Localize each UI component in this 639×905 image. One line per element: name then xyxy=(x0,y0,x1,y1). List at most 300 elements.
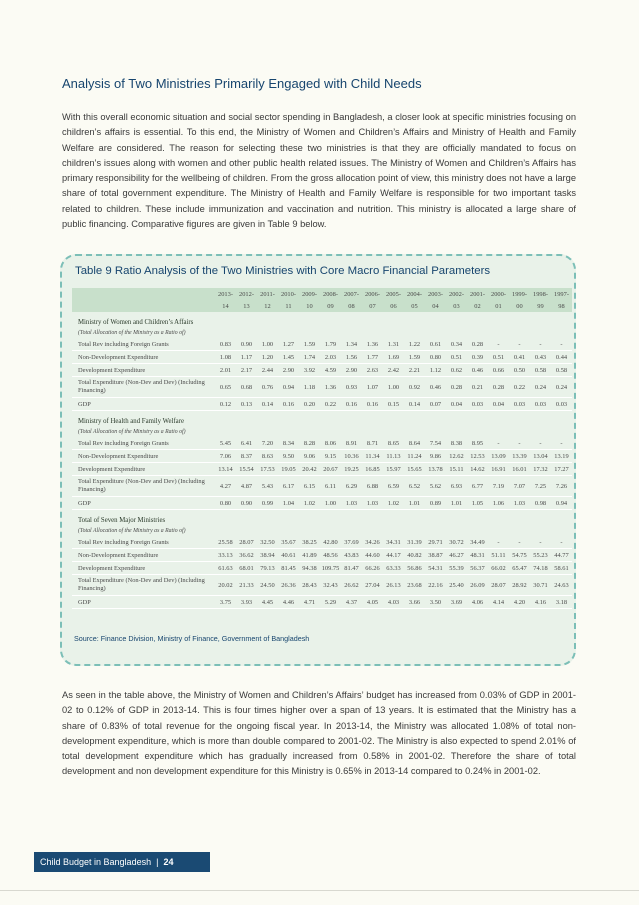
row-label: Development Expenditure xyxy=(72,364,215,377)
value-cell: 0.28 xyxy=(446,377,467,398)
value-cell: 0.58 xyxy=(551,364,572,377)
value-cell: 8.63 xyxy=(257,450,278,463)
year-header-cell: 2006- xyxy=(362,288,383,300)
value-cell: 6.59 xyxy=(383,476,404,497)
value-cell: 54.75 xyxy=(509,549,530,562)
section-title-row xyxy=(72,312,572,328)
value-cell: 0.92 xyxy=(404,377,425,398)
year-header-cell: 2002- xyxy=(446,288,467,300)
value-cell: 9.06 xyxy=(299,450,320,463)
table-row xyxy=(72,497,572,510)
page-number: 24 xyxy=(163,857,174,867)
value-cell: 15.11 xyxy=(446,463,467,476)
value-cell: 1.27 xyxy=(278,338,299,351)
value-cell: 1.04 xyxy=(278,497,299,510)
value-cell: 63.33 xyxy=(383,562,404,575)
value-cell: 10.36 xyxy=(341,450,362,463)
value-cell: 3.50 xyxy=(425,596,446,609)
table-row xyxy=(72,549,572,562)
value-cell: 2.90 xyxy=(278,364,299,377)
value-cell: 6.29 xyxy=(341,476,362,497)
value-cell: 33.13 xyxy=(215,549,236,562)
value-cell: 34.26 xyxy=(362,536,383,549)
table-row xyxy=(72,562,572,575)
value-cell: 26.36 xyxy=(278,575,299,596)
value-cell: 3.18 xyxy=(551,596,572,609)
value-cell: 22.16 xyxy=(425,575,446,596)
value-cell: 0.43 xyxy=(530,351,551,364)
value-cell: 0.41 xyxy=(509,351,530,364)
year-header-cell: 04 xyxy=(425,300,446,312)
value-cell: 51.11 xyxy=(488,549,509,562)
value-cell: 44.77 xyxy=(551,549,572,562)
value-cell: 3.75 xyxy=(215,596,236,609)
value-cell: 4.06 xyxy=(467,596,488,609)
value-cell: 0.04 xyxy=(488,398,509,411)
value-cell: 31.39 xyxy=(404,536,425,549)
year-header-cell: 2013- xyxy=(215,288,236,300)
value-cell: 6.17 xyxy=(278,476,299,497)
section-subtitle: (Total Allocation of the Ministry as a Ratio of) xyxy=(78,429,186,435)
value-cell: 4.37 xyxy=(341,596,362,609)
value-cell: 44.60 xyxy=(362,549,383,562)
value-cell: 0.24 xyxy=(551,377,572,398)
value-cell: 1.22 xyxy=(404,338,425,351)
value-cell: 2.63 xyxy=(362,364,383,377)
value-cell: 32.50 xyxy=(257,536,278,549)
year-header-cell: 07 xyxy=(362,300,383,312)
value-cell: 79.13 xyxy=(257,562,278,575)
value-cell: 4.16 xyxy=(530,596,551,609)
value-cell: 8.91 xyxy=(341,437,362,450)
year-header-cell: 2005- xyxy=(383,288,404,300)
value-cell: 12.62 xyxy=(446,450,467,463)
year-header-cell: 06 xyxy=(383,300,404,312)
value-cell: 68.01 xyxy=(236,562,257,575)
row-label: GDP xyxy=(72,497,215,510)
value-cell: 26.09 xyxy=(467,575,488,596)
value-cell: 2.42 xyxy=(383,364,404,377)
value-cell: 27.04 xyxy=(362,575,383,596)
footer-title: Child Budget in Bangladesh xyxy=(40,857,152,867)
value-cell: - xyxy=(530,338,551,351)
value-cell: - xyxy=(530,536,551,549)
conclusion-paragraph: As seen in the table above, the Ministry of Women and Children’s Affairs’ budget has increased from 0.03% of GDP in 2001-02 to 0.12% of GDP in 2013-14. This is four times higher over a span of 13 years. It is estimated that the Ministry has a share of 0.83% of total revenue for the ongoing fiscal year. In 2013-14, the Ministry was allocated 1.08% of total non-development expenditure, which is more than double compared to 2001-02. The Ministry is also expected to spend 2.01% of total development expenditure which has gradually increased from 0.58% in 2001-02. Therefore the share of total development and non development expenditure for this Ministry is 0.65% in 2013-14 compared to 0.24% in 2001-02. xyxy=(62,690,576,777)
year-header-cell: 14 xyxy=(215,300,236,312)
value-cell: 13.04 xyxy=(530,450,551,463)
value-cell: 6.93 xyxy=(446,476,467,497)
section-subtitle: (Total Allocation of the Ministry as a Ratio of) xyxy=(78,528,186,534)
value-cell: - xyxy=(488,338,509,351)
table-row xyxy=(72,338,572,351)
value-cell: 38.25 xyxy=(299,536,320,549)
value-cell: 25.58 xyxy=(215,536,236,549)
year-header-cell: 2012- xyxy=(236,288,257,300)
value-cell: 3.69 xyxy=(446,596,467,609)
value-cell: - xyxy=(551,338,572,351)
value-cell: 1.03 xyxy=(509,497,530,510)
value-cell: 0.94 xyxy=(551,497,572,510)
value-cell: 34.49 xyxy=(467,536,488,549)
value-cell: 0.80 xyxy=(425,351,446,364)
value-cell: - xyxy=(488,536,509,549)
table-row xyxy=(72,351,572,364)
value-cell: 0.39 xyxy=(467,351,488,364)
year-header-cell: 99 xyxy=(530,300,551,312)
value-cell: 1.18 xyxy=(299,377,320,398)
value-cell: 8.28 xyxy=(299,437,320,450)
table-row xyxy=(72,476,572,497)
value-cell: 25.40 xyxy=(446,575,467,596)
value-cell: 74.18 xyxy=(530,562,551,575)
bottom-rule xyxy=(0,890,639,891)
value-cell: 0.61 xyxy=(425,338,446,351)
year-header-cell: 05 xyxy=(404,300,425,312)
value-cell: 28.92 xyxy=(509,575,530,596)
value-cell: 61.63 xyxy=(215,562,236,575)
value-cell: 8.37 xyxy=(236,450,257,463)
value-cell: 8.38 xyxy=(446,437,467,450)
value-cell: 8.71 xyxy=(362,437,383,450)
value-cell: 11.34 xyxy=(362,450,383,463)
value-cell: 4.45 xyxy=(257,596,278,609)
value-cell: 66.26 xyxy=(362,562,383,575)
value-cell: 19.05 xyxy=(278,463,299,476)
table-row xyxy=(72,377,572,398)
value-cell: 30.72 xyxy=(446,536,467,549)
value-cell: 1.36 xyxy=(320,377,341,398)
value-cell: 0.46 xyxy=(467,364,488,377)
value-cell: 3.92 xyxy=(299,364,320,377)
year-header-cell: 2008- xyxy=(320,288,341,300)
value-cell: 13.39 xyxy=(509,450,530,463)
value-cell: 38.94 xyxy=(257,549,278,562)
row-label: Total Rev including Foreign Grants xyxy=(72,338,215,351)
row-label: Total Rev including Foreign Grants xyxy=(72,437,215,450)
value-cell: 8.34 xyxy=(278,437,299,450)
year-header-cell: 03 xyxy=(446,300,467,312)
value-cell: 7.07 xyxy=(509,476,530,497)
value-cell: 0.12 xyxy=(215,398,236,411)
value-cell: 5.62 xyxy=(425,476,446,497)
value-cell: 81.45 xyxy=(278,562,299,575)
table-row xyxy=(72,398,572,411)
value-cell: 0.20 xyxy=(299,398,320,411)
value-cell: 2.90 xyxy=(341,364,362,377)
value-cell: 1.12 xyxy=(425,364,446,377)
value-cell: 46.27 xyxy=(446,549,467,562)
value-cell: 54.31 xyxy=(425,562,446,575)
value-cell: 26.13 xyxy=(383,575,404,596)
value-cell: 13.14 xyxy=(215,463,236,476)
year-header-cell: 2003- xyxy=(425,288,446,300)
value-cell: 0.51 xyxy=(488,351,509,364)
value-cell: 11.24 xyxy=(404,450,425,463)
value-cell: 0.50 xyxy=(509,364,530,377)
value-cell: 23.68 xyxy=(404,575,425,596)
year-header-cell: 12 xyxy=(257,300,278,312)
value-cell: 24.50 xyxy=(257,575,278,596)
value-cell: 0.28 xyxy=(467,338,488,351)
value-cell: 14.62 xyxy=(467,463,488,476)
value-cell: 21.33 xyxy=(236,575,257,596)
value-cell: 0.98 xyxy=(530,497,551,510)
value-cell: 0.62 xyxy=(446,364,467,377)
value-cell: 56.86 xyxy=(404,562,425,575)
row-label: Total Expenditure (Non-Dev and Dev) (Including Financing) xyxy=(72,575,215,596)
year-header-cell: 2004- xyxy=(404,288,425,300)
table-row xyxy=(72,575,572,596)
row-label: GDP xyxy=(72,596,215,609)
value-cell: 4.14 xyxy=(488,596,509,609)
row-label: Non-Development Expenditure xyxy=(72,351,215,364)
value-cell: 94.38 xyxy=(299,562,320,575)
row-label: Development Expenditure xyxy=(72,463,215,476)
value-cell: 17.27 xyxy=(551,463,572,476)
value-cell: 0.03 xyxy=(530,398,551,411)
value-cell: 1.02 xyxy=(299,497,320,510)
value-cell: 15.65 xyxy=(404,463,425,476)
value-cell: 16.85 xyxy=(362,463,383,476)
value-cell: 3.93 xyxy=(236,596,257,609)
row-label: Total Expenditure (Non-Dev and Dev) (Including Financing) xyxy=(72,377,215,398)
value-cell: 0.03 xyxy=(509,398,530,411)
year-header-cell: 2009- xyxy=(299,288,320,300)
value-cell: 1.02 xyxy=(383,497,404,510)
value-cell: 0.14 xyxy=(404,398,425,411)
value-cell: 0.16 xyxy=(341,398,362,411)
value-cell: 58.61 xyxy=(551,562,572,575)
value-cell: 4.87 xyxy=(236,476,257,497)
value-cell: 1.45 xyxy=(278,351,299,364)
year-header-cell: 1998- xyxy=(530,288,551,300)
value-cell: 32.43 xyxy=(320,575,341,596)
year-header-cell: 09 xyxy=(320,300,341,312)
value-cell: 0.34 xyxy=(446,338,467,351)
value-cell: 0.83 xyxy=(215,338,236,351)
value-cell: 1.59 xyxy=(404,351,425,364)
row-label: Development Expenditure xyxy=(72,562,215,575)
value-cell: 6.41 xyxy=(236,437,257,450)
value-cell: 0.13 xyxy=(236,398,257,411)
value-cell: 2.17 xyxy=(236,364,257,377)
value-cell: 1.56 xyxy=(341,351,362,364)
year-header-row xyxy=(72,300,572,312)
value-cell: 1.00 xyxy=(257,338,278,351)
value-cell: 28.07 xyxy=(236,536,257,549)
value-cell: 4.46 xyxy=(278,596,299,609)
value-cell: 0.94 xyxy=(278,377,299,398)
value-cell: 11.13 xyxy=(383,450,404,463)
section-title-row xyxy=(72,411,572,428)
value-cell: - xyxy=(488,437,509,450)
value-cell: 3.66 xyxy=(404,596,425,609)
value-cell: 1.17 xyxy=(236,351,257,364)
value-cell: 4.03 xyxy=(383,596,404,609)
year-header-cell: 1997- xyxy=(551,288,572,300)
value-cell: 20.42 xyxy=(299,463,320,476)
year-header-cell: 2007- xyxy=(341,288,362,300)
row-label: Non-Development Expenditure xyxy=(72,450,215,463)
value-cell: 13.09 xyxy=(488,450,509,463)
value-cell: 0.22 xyxy=(509,377,530,398)
value-cell: 1.74 xyxy=(299,351,320,364)
value-cell: 48.31 xyxy=(467,549,488,562)
section-title: Ministry of Health and Family Welfare xyxy=(78,417,184,425)
value-cell: - xyxy=(530,437,551,450)
value-cell: 0.46 xyxy=(425,377,446,398)
value-cell: 1.06 xyxy=(488,497,509,510)
value-cell: 1.05 xyxy=(467,497,488,510)
value-cell: - xyxy=(551,437,572,450)
value-cell: 56.37 xyxy=(467,562,488,575)
value-cell: 37.69 xyxy=(341,536,362,549)
value-cell: 2.21 xyxy=(404,364,425,377)
value-cell: 1.34 xyxy=(341,338,362,351)
value-cell: 1.03 xyxy=(362,497,383,510)
value-cell: - xyxy=(509,338,530,351)
value-cell: 8.95 xyxy=(467,437,488,450)
value-cell: 36.62 xyxy=(236,549,257,562)
value-cell: 9.15 xyxy=(320,450,341,463)
value-cell: 109.75 xyxy=(320,562,341,575)
value-cell: 66.02 xyxy=(488,562,509,575)
table-row xyxy=(72,536,572,549)
value-cell: 1.59 xyxy=(299,338,320,351)
table-source-note: Source: Finance Division, Ministry of Finance, Government of Bangladesh xyxy=(74,634,310,643)
year-header-cell: 2000- xyxy=(488,288,509,300)
value-cell: 0.90 xyxy=(236,338,257,351)
table-row xyxy=(72,463,572,476)
year-header-cell: 10 xyxy=(299,300,320,312)
value-cell: 44.17 xyxy=(383,549,404,562)
value-cell: 28.07 xyxy=(488,575,509,596)
value-cell: 65.47 xyxy=(509,562,530,575)
table-row xyxy=(72,596,572,609)
value-cell: 1.20 xyxy=(257,351,278,364)
value-cell: 35.67 xyxy=(278,536,299,549)
value-cell: 0.44 xyxy=(551,351,572,364)
value-cell: 24.63 xyxy=(551,575,572,596)
year-header-cell: 1999- xyxy=(509,288,530,300)
value-cell: 8.64 xyxy=(404,437,425,450)
year-header-cell: 11 xyxy=(278,300,299,312)
value-cell: 0.65 xyxy=(215,377,236,398)
value-cell: 0.15 xyxy=(383,398,404,411)
value-cell: 7.25 xyxy=(530,476,551,497)
value-cell: 2.03 xyxy=(320,351,341,364)
section-subtitle-row xyxy=(72,427,572,437)
value-cell: 43.83 xyxy=(341,549,362,562)
value-cell: 13.78 xyxy=(425,463,446,476)
value-cell: 2.44 xyxy=(257,364,278,377)
value-cell: 8.65 xyxy=(383,437,404,450)
value-cell: 19.25 xyxy=(341,463,362,476)
ratio-analysis-table xyxy=(72,288,572,609)
header-blank-cell xyxy=(72,288,215,300)
value-cell: 1.01 xyxy=(446,497,467,510)
value-cell: 34.31 xyxy=(383,536,404,549)
year-header-cell: 13 xyxy=(236,300,257,312)
value-cell: 8.06 xyxy=(320,437,341,450)
table-title: Table 9 Ratio Analysis of the Two Ministries with Core Macro Financial Parameters xyxy=(75,265,491,277)
value-cell: 2.01 xyxy=(215,364,236,377)
value-cell: 1.03 xyxy=(341,497,362,510)
year-header-cell: 2011- xyxy=(257,288,278,300)
value-cell: 12.53 xyxy=(467,450,488,463)
value-cell: 9.86 xyxy=(425,450,446,463)
value-cell: 6.88 xyxy=(362,476,383,497)
value-cell: 0.21 xyxy=(467,377,488,398)
value-cell: 0.51 xyxy=(446,351,467,364)
year-header-cell: 98 xyxy=(551,300,572,312)
value-cell: 7.06 xyxy=(215,450,236,463)
value-cell: 55.39 xyxy=(446,562,467,575)
value-cell: 1.01 xyxy=(404,497,425,510)
section-title: Total of Seven Major Ministries xyxy=(78,516,166,524)
value-cell: 0.93 xyxy=(341,377,362,398)
table-panel xyxy=(60,254,576,666)
value-cell: 1.69 xyxy=(383,351,404,364)
page-footer xyxy=(34,852,210,872)
value-cell: 0.04 xyxy=(446,398,467,411)
value-cell: 17.32 xyxy=(530,463,551,476)
value-cell: - xyxy=(509,536,530,549)
value-cell: 0.16 xyxy=(362,398,383,411)
row-label: GDP xyxy=(72,398,215,411)
year-header-cell: 2001- xyxy=(467,288,488,300)
year-header-cell: 01 xyxy=(488,300,509,312)
value-cell: - xyxy=(551,536,572,549)
table-row xyxy=(72,450,572,463)
year-header-cell: 2010- xyxy=(278,288,299,300)
value-cell: 1.77 xyxy=(362,351,383,364)
section-subtitle-row xyxy=(72,526,572,536)
header-blank-cell xyxy=(72,300,215,312)
value-cell: 7.54 xyxy=(425,437,446,450)
value-cell: 6.15 xyxy=(299,476,320,497)
section-title-row xyxy=(72,510,572,527)
value-cell: 0.07 xyxy=(425,398,446,411)
value-cell: 4.27 xyxy=(215,476,236,497)
value-cell: 1.00 xyxy=(383,377,404,398)
value-cell: 0.03 xyxy=(551,398,572,411)
value-cell: 28.43 xyxy=(299,575,320,596)
value-cell: 0.28 xyxy=(488,377,509,398)
value-cell: 41.89 xyxy=(299,549,320,562)
value-cell: 1.36 xyxy=(362,338,383,351)
section-heading: Analysis of Two Ministries Primarily Engaged with Child Needs xyxy=(62,76,422,91)
value-cell: 5.45 xyxy=(215,437,236,450)
row-label: Non-Development Expenditure xyxy=(72,549,215,562)
value-cell: - xyxy=(509,437,530,450)
intro-paragraph: With this overall economic situation and social sector spending in Bangladesh, a closer look at specific ministries focusing on children’s affairs is essential. To this end, the Ministry of Women and Children’s Affairs and Ministry of Health and Family Welfare are considered. The reason for selecting these two ministries is that they are officially mandated to focus on children’s issues along with women and other public health related issues. The Ministry of Women and Children’s Affairs has primary responsibility for the wellbeing of children. From the gross allocation point of view, this ministry does not have a large share of total government expenditure. The Ministry of Health and Family Welfare is responsible for two important tasks related to children. These include immunization and vaccination and nutrition. This ministry is allocated a large share of public financing. Comparative figures are given in Table 9 below. xyxy=(62,112,576,230)
value-cell: 5.43 xyxy=(257,476,278,497)
value-cell: 26.62 xyxy=(341,575,362,596)
value-cell: 55.23 xyxy=(530,549,551,562)
value-cell: 6.11 xyxy=(320,476,341,497)
table-row xyxy=(72,437,572,450)
value-cell: 1.00 xyxy=(320,497,341,510)
value-cell: 15.54 xyxy=(236,463,257,476)
value-cell: 6.52 xyxy=(404,476,425,497)
year-header-cell: 00 xyxy=(509,300,530,312)
value-cell: 0.03 xyxy=(467,398,488,411)
section-subtitle: (Total Allocation of the Ministry as a Ratio of) xyxy=(78,330,186,336)
year-header-cell: 02 xyxy=(467,300,488,312)
value-cell: 16.91 xyxy=(488,463,509,476)
value-cell: 0.76 xyxy=(257,377,278,398)
